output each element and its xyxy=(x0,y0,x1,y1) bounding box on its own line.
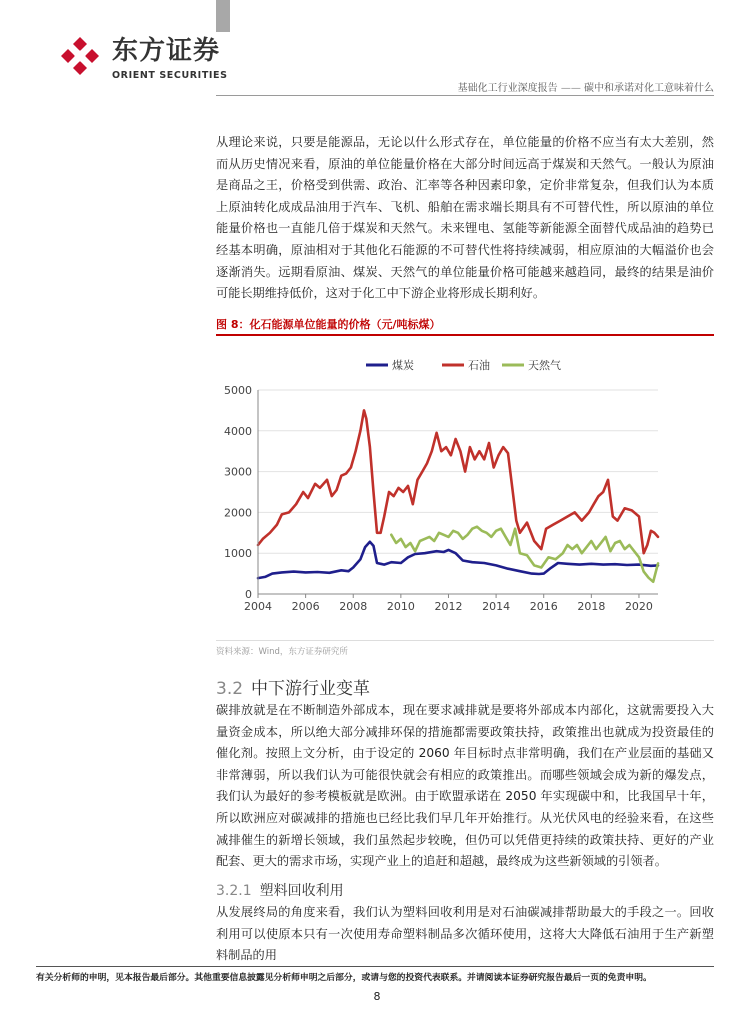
y-tick-label: 5000 xyxy=(224,384,252,397)
section-3-2-paragraph: 碳排放就是在不断制造外部成本，现在要求减排就是要将外部成本内部化，这就需要投入大量资金成本，所以绝大部分减排环保的措施都需要政策扶持，政策推出也就成为投资最佳的催化剂。按照上文分析，由于设定的 2060 年目标时点非常明确，我们在产业层面的基础又非常薄弱，所以我们认为可能很快就会有相应的政策推出。而哪些领域会成为新的爆发点，我们认为最好的参考模板就是欧洲。由于欧盟承诺在 2050 年实现碳中和，比我国早十年，所以欧洲应对碳减排的措施也已经比我们早几年开始推行。从光伏风电的经验来看，在这些减排催生的新增长领域，我们虽然起步较晚，但仍可以凭借更持续的政策扶持、更好的产业配套、更大的需求市场，实现产业上的追赶和超越，最终成为这些新领域的引领者。 xyxy=(216,703,714,869)
y-tick-label: 4000 xyxy=(224,424,252,438)
page-number: 8 xyxy=(373,990,381,1003)
chart-legend xyxy=(366,358,561,372)
y-tick-label: 0 xyxy=(245,588,252,601)
y-tick-label: 3000 xyxy=(224,465,252,479)
figure-title-rule xyxy=(216,334,714,336)
section-3-2-1-paragraph: 从发展终局的角度来看，我们认为塑料回收利用是对石油碳减排帮助最大的手段之一。回收利用可以使原本只有一次使用寿命塑料制品多次循环使用，这将大大降低石油用于生产新塑料制品的用 xyxy=(216,905,714,963)
figure-title: 图 8：化石能源单位能量的价格（元/吨标煤） xyxy=(216,318,441,331)
report-title: 基础化工行业深度报告 xyxy=(457,83,558,94)
report-subtitle: 碳中和承诺对化工意味着什么 xyxy=(584,83,714,94)
subsection-title: 塑料回收利用 xyxy=(259,883,344,899)
chart-gridlines xyxy=(258,390,658,553)
source-divider xyxy=(216,640,714,641)
legend-label: 石油 xyxy=(468,359,490,372)
x-tick-label: 2018 xyxy=(577,600,606,613)
footer-divider xyxy=(36,966,714,967)
x-tick-label: 2008 xyxy=(339,600,368,613)
legend-label: 煤炭 xyxy=(392,359,414,372)
report-header-title xyxy=(458,79,714,94)
footer-disclaimer: 有关分析师的申明，见本报告最后部分。其他重要信息披露见分析师申明之后部分，或请与您的投资代表联系。并请阅读本证券研究报告最后一页的免责申明。 xyxy=(36,973,652,983)
figure-source: 资料来源：Wind，东方证券研究所 xyxy=(216,647,348,657)
subsection-number: 3.2.1 xyxy=(216,883,252,899)
y-axis-ticks xyxy=(224,384,252,601)
y-tick-label: 1000 xyxy=(224,547,252,561)
x-tick-label: 2016 xyxy=(529,600,558,613)
x-tick-label: 2020 xyxy=(624,600,653,613)
y-tick-label: 2000 xyxy=(224,506,252,520)
x-tick-label: 2014 xyxy=(482,600,511,613)
intro-paragraph: 从理论来说，只要是能源品，无论以什么形式存在，单位能量的价格不应当有太大差别，然而从历史情况来看，原油的单位能量价格在大部分时间远高于煤炭和天然气。一般认为原油是商品之王，价格受到供需、政治、汇率等各种因素印象，定价非常复杂，但我们认为本质上原油转化成成品油用于汽车、飞机、船舶在需求端长期具有不可替代性，所以原油的单位能量价格也一直能几倍于煤炭和天然气。未来锂电、氢能等新能源全面替代成品油的趋势已经基本明确，原油相对于其他化石能源的不可替代性将持续减弱，相应原油的大幅溢价也会逐渐消失。远期看原油、煤炭、天然气的单位能量价格可能越来越趋同，最终的结果是油价可能长期维持低价，这对于化工中下游企业将形成长期利好。 xyxy=(216,135,714,301)
company-name-cn: 东方证券 xyxy=(112,36,221,66)
x-tick-label: 2012 xyxy=(434,600,463,613)
section-heading-3-2-1 xyxy=(216,880,344,900)
section-number: 3.2 xyxy=(216,679,244,699)
header-divider xyxy=(216,95,714,96)
header-accent-bar xyxy=(216,0,230,32)
x-tick-label: 2006 xyxy=(291,600,320,613)
section-heading-3-2 xyxy=(216,674,370,699)
company-logo-icon xyxy=(58,34,102,78)
section-title: 中下游行业变革 xyxy=(251,679,371,699)
legend-label: 天然气 xyxy=(528,359,561,372)
x-tick-label: 2004 xyxy=(244,600,272,613)
x-tick-label: 2010 xyxy=(386,600,415,613)
energy-price-line-chart xyxy=(216,340,714,630)
title-separator: —— xyxy=(560,83,581,94)
series-line-2 xyxy=(391,527,658,582)
x-axis-ticks xyxy=(244,594,653,613)
chart-series-lines xyxy=(258,410,658,581)
company-name-en: ORIENT SECURITIES xyxy=(112,70,228,81)
